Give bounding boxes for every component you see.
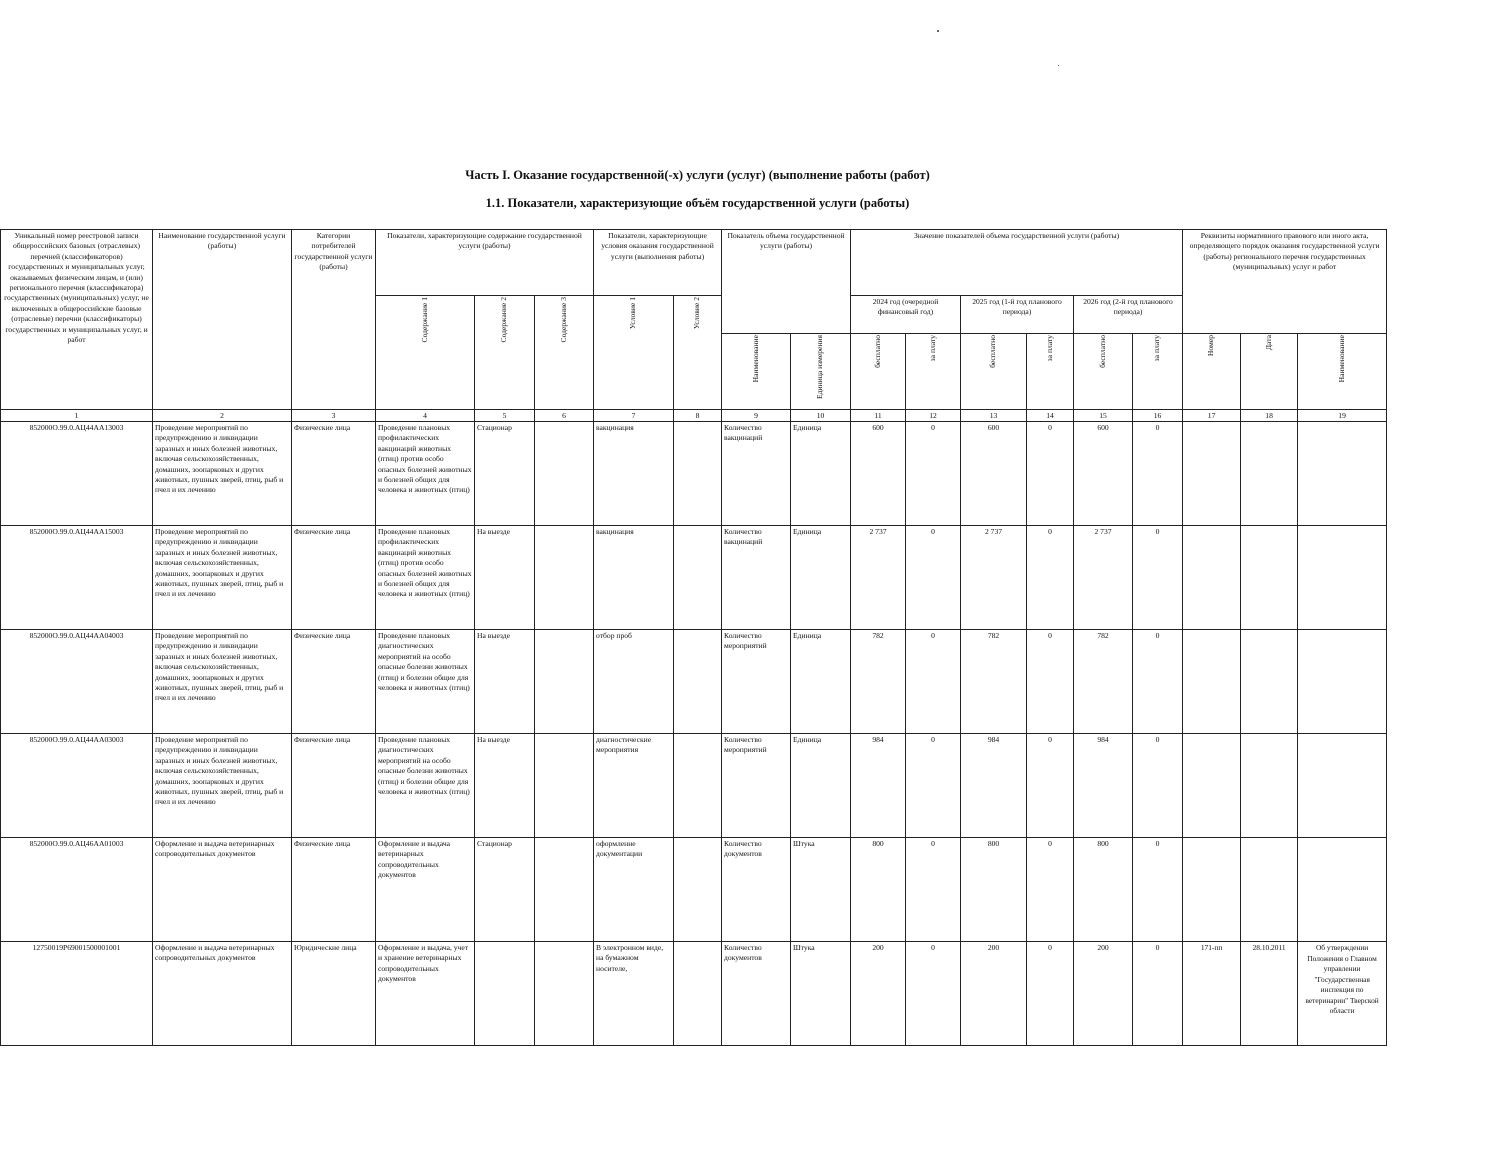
indicator-name-cell: Количество вакцинаций (722, 526, 791, 630)
condition-2-cell (674, 526, 722, 630)
column-number: 18 (1241, 410, 1298, 422)
value-2026-free-cell: 600 (1074, 422, 1133, 526)
table-header (1, 230, 1387, 422)
value-2025-free-cell: 782 (961, 630, 1027, 734)
content-1-cell: Проведение плановых профилактических вакцинаций животных (птиц) против особо опасных болезней животных и болезней общих для человека и животных (птиц) (376, 422, 475, 526)
value-2025-paid-cell: 0 (1027, 734, 1074, 838)
value-2024-paid-cell: 0 (906, 526, 961, 630)
column-number: 9 (722, 410, 791, 422)
value-2026-free-cell: 984 (1074, 734, 1133, 838)
header-2024-free: бесплатно (851, 334, 906, 410)
column-number: 11 (851, 410, 906, 422)
header-year-2026: 2026 год (2-й год планового периода) (1074, 296, 1183, 334)
table-row (1, 630, 1387, 734)
header-2025-paid: за плату (1027, 334, 1074, 410)
act-name-cell (1298, 422, 1387, 526)
consumer-category-cell: Физические лица (292, 838, 376, 942)
header-act-number: Номер (1183, 334, 1241, 410)
content-3-cell (535, 838, 594, 942)
value-2025-free-cell: 984 (961, 734, 1027, 838)
condition-2-cell (674, 942, 722, 1046)
content-1-cell: Оформление и выдача, учет и хранение ветеринарных сопроводительных документов (376, 942, 475, 1046)
service-name-cell: Проведение мероприятий по предупреждению и ликвидации заразных и иных болезней животных, включая сельскохозяйственных, домашних, зоопарковых и других животных, пушных зверей, птиц, рыб и пчел и их лечению (153, 526, 292, 630)
value-2024-free-cell: 200 (851, 942, 906, 1046)
content-2-cell: На выезде (475, 630, 535, 734)
act-date-cell (1241, 838, 1298, 942)
header-indicator-unit: Единица измерения (791, 334, 851, 410)
indicator-unit-cell: Единица (791, 630, 851, 734)
table-row (1, 734, 1387, 838)
header-condition-2: Условие 2 (674, 296, 722, 410)
act-date-cell (1241, 630, 1298, 734)
table-row (1, 526, 1387, 630)
value-2024-paid-cell: 0 (906, 422, 961, 526)
value-2025-free-cell: 200 (961, 942, 1027, 1046)
value-2026-paid-cell: 0 (1133, 422, 1183, 526)
act-date-cell (1241, 422, 1298, 526)
condition-1-cell: отбор проб (594, 630, 674, 734)
column-number: 17 (1183, 410, 1241, 422)
act-date-cell: 28.10.2011 (1241, 942, 1298, 1046)
column-number: 7 (594, 410, 674, 422)
column-number: 2 (153, 410, 292, 422)
act-name-cell (1298, 526, 1387, 630)
header-requisites-group: Реквизиты нормативного правового или иного акта, определяющего порядок оказания государственной услуги (работы) регионального перечня государственных (муниципальных) услуг и работ (1183, 230, 1387, 334)
header-2025-free: бесплатно (961, 334, 1027, 410)
indicator-unit-cell: Штука (791, 942, 851, 1046)
column-number: 14 (1027, 410, 1074, 422)
indicator-name-cell: Количество документов (722, 838, 791, 942)
value-2025-paid-cell: 0 (1027, 526, 1074, 630)
value-2026-paid-cell: 0 (1133, 630, 1183, 734)
header-content-group: Показатели, характеризующие содержание государственной услуги (работы) (376, 230, 594, 296)
content-1-cell: Проведение плановых профилактических вакцинаций животных (птиц) против особо опасных болезней животных и болезней общих для человека и животных (птиц) (376, 526, 475, 630)
condition-1-cell: вакцинация (594, 422, 674, 526)
indicator-unit-cell: Единица (791, 422, 851, 526)
registry-code-cell: 852000О.99.0.АЦ44АА13003 (1, 422, 153, 526)
header-volume-values-group: Значение показателей объема государственной услуги (работы) (851, 230, 1183, 296)
condition-2-cell (674, 734, 722, 838)
value-2024-paid-cell: 0 (906, 942, 961, 1046)
value-2025-free-cell: 2 737 (961, 526, 1027, 630)
value-2025-paid-cell: 0 (1027, 630, 1074, 734)
act-number-cell: 171-пп (1183, 942, 1241, 1046)
condition-1-cell: диагностические мероприятия (594, 734, 674, 838)
column-number: 4 (376, 410, 475, 422)
column-number: 10 (791, 410, 851, 422)
consumer-category-cell: Физические лица (292, 422, 376, 526)
table-row (1, 838, 1387, 942)
act-number-cell (1183, 630, 1241, 734)
content-2-cell: Стационар (475, 422, 535, 526)
value-2026-free-cell: 782 (1074, 630, 1133, 734)
service-name-cell: Оформление и выдача ветеринарных сопроводительных документов (153, 838, 292, 942)
condition-1-cell: оформление документации (594, 838, 674, 942)
column-number: 1 (1, 410, 153, 422)
consumer-category-cell: Физические лица (292, 630, 376, 734)
indicator-name-cell: Количество мероприятий (722, 630, 791, 734)
value-2026-free-cell: 200 (1074, 942, 1133, 1046)
act-name-cell (1298, 838, 1387, 942)
header-consumer-category: Категории потребителей государственной услуги (работы) (292, 230, 376, 410)
column-number: 15 (1074, 410, 1133, 422)
header-2024-paid: за плату (906, 334, 961, 410)
value-2024-paid-cell: 0 (906, 630, 961, 734)
condition-1-cell: вакцинация (594, 526, 674, 630)
service-name-cell: Проведение мероприятий по предупреждению и ликвидации заразных и иных болезней животных, включая сельскохозяйственных, домашних, зоопарковых и других животных, пушных зверей, птиц, рыб и пчел и их лечению (153, 422, 292, 526)
value-2025-paid-cell: 0 (1027, 422, 1074, 526)
condition-2-cell (674, 630, 722, 734)
registry-code-cell: 852000О.99.0.АЦ44АА04003 (1, 630, 153, 734)
header-volume-indicator-group: Показатель объема государственной услуги (работы) (722, 230, 851, 334)
condition-1-cell: В электронном виде, на бумажном носителе, (594, 942, 674, 1046)
header-2026-paid: за плату (1133, 334, 1183, 410)
value-2024-free-cell: 984 (851, 734, 906, 838)
content-3-cell (535, 734, 594, 838)
consumer-category-cell: Физические лица (292, 526, 376, 630)
act-date-cell (1241, 734, 1298, 838)
content-2-cell: На выезде (475, 734, 535, 838)
value-2024-free-cell: 800 (851, 838, 906, 942)
scan-speck (1058, 65, 1059, 66)
service-name-cell: Оформление и выдача ветеринарных сопроводительных документов (153, 942, 292, 1046)
act-date-cell (1241, 526, 1298, 630)
column-number: 6 (535, 410, 594, 422)
act-name-cell (1298, 630, 1387, 734)
consumer-category-cell: Юридические лица (292, 942, 376, 1046)
condition-2-cell (674, 422, 722, 526)
indicator-name-cell: Количество документов (722, 942, 791, 1046)
table-row (1, 422, 1387, 526)
value-2024-free-cell: 782 (851, 630, 906, 734)
header-registry-number: Уникальный номер реестровой записи общероссийских базовых (отраслевых) перечней (классификаторов) государственных и муниципальных услуг, оказываемых физическим лицам, и (или) регионального перечня (классификатора) государственных (муниципальных) услуг, не включенных в общероссийские базовые (отраслевые) перечни (классификаторы) государственных и муниципальных услуг, и работ (1, 230, 153, 410)
registry-code-cell: 12750019Р69001500001001 (1, 942, 153, 1046)
column-number: 5 (475, 410, 535, 422)
indicator-name-cell: Количество вакцинаций (722, 422, 791, 526)
content-3-cell (535, 526, 594, 630)
header-year-2024: 2024 год (очередной финансовый год) (851, 296, 961, 334)
service-name-cell: Проведение мероприятий по предупреждению и ликвидации заразных и иных болезней животных, включая сельскохозяйственных, домашних, зоопарковых и других животных, пушных зверей, птиц, рыб и пчел и их лечению (153, 734, 292, 838)
table-body (1, 422, 1387, 1046)
value-2025-free-cell: 800 (961, 838, 1027, 942)
value-2025-free-cell: 600 (961, 422, 1027, 526)
content-2-cell (475, 942, 535, 1046)
value-2026-paid-cell: 0 (1133, 942, 1183, 1046)
value-2026-free-cell: 800 (1074, 838, 1133, 942)
header-content-1: Содержание 1 (376, 296, 475, 410)
content-3-cell (535, 422, 594, 526)
act-number-cell (1183, 526, 1241, 630)
condition-2-cell (674, 838, 722, 942)
content-3-cell (535, 942, 594, 1046)
registry-code-cell: 852000О.99.0.АЦ44АА15003 (1, 526, 153, 630)
header-2026-free: бесплатно (1074, 334, 1133, 410)
act-number-cell (1183, 734, 1241, 838)
header-act-name: Наименование (1298, 334, 1387, 410)
indicator-unit-cell: Единица (791, 734, 851, 838)
content-1-cell: Проведение плановых диагностических мероприятий на особо опасные болезни животных (птиц) и болезни общие для человека и животных (птиц) (376, 630, 475, 734)
column-number: 13 (961, 410, 1027, 422)
header-content-2: Содержание 2 (475, 296, 535, 410)
act-name-cell (1298, 734, 1387, 838)
content-1-cell: Проведение плановых диагностических мероприятий на особо опасные болезни животных (птиц) и болезни общие для человека и животных (птиц) (376, 734, 475, 838)
indicator-name-cell: Количество мероприятий (722, 734, 791, 838)
content-2-cell: Стационар (475, 838, 535, 942)
consumer-category-cell: Физические лица (292, 734, 376, 838)
value-2026-paid-cell: 0 (1133, 734, 1183, 838)
table-row (1, 942, 1387, 1046)
value-2025-paid-cell: 0 (1027, 942, 1074, 1046)
header-conditions-group: Показатели, характеризующие условия оказания государственной услуги (выполнения работы) (594, 230, 722, 296)
indicator-unit-cell: Единица (791, 526, 851, 630)
value-2026-free-cell: 2 737 (1074, 526, 1133, 630)
indicator-unit-cell: Штука (791, 838, 851, 942)
content-2-cell: На выезде (475, 526, 535, 630)
content-1-cell: Оформление и выдача ветеринарных сопроводительных документов (376, 838, 475, 942)
content-3-cell (535, 630, 594, 734)
column-number: 3 (292, 410, 376, 422)
value-2024-paid-cell: 0 (906, 838, 961, 942)
header-content-3: Содержание 3 (535, 296, 594, 410)
value-2024-free-cell: 600 (851, 422, 906, 526)
column-number: 16 (1133, 410, 1183, 422)
column-number: 8 (674, 410, 722, 422)
service-name-cell: Проведение мероприятий по предупреждению и ликвидации заразных и иных болезней животных, включая сельскохозяйственных, домашних, зоопарковых и других животных, пушных зверей, птиц, рыб и пчел и их лечению (153, 630, 292, 734)
value-2024-free-cell: 2 737 (851, 526, 906, 630)
value-2024-paid-cell: 0 (906, 734, 961, 838)
column-number: 12 (906, 410, 961, 422)
column-number: 19 (1298, 410, 1387, 422)
service-volume-table (0, 229, 1387, 1046)
column-number-row (1, 410, 1387, 422)
scan-speck (937, 30, 939, 32)
registry-code-cell: 852000О.99.0.АЦ46АА01003 (1, 838, 153, 942)
header-service-name: Наименование государственной услуги (работы) (153, 230, 292, 410)
section-title: 1.1. Показатели, характеризующие объём государственной услуги (работы) (485, 196, 910, 210)
page-title: Часть I. Оказание государственной(-х) услуги (услуг) (выполнение работы (работ) (465, 168, 930, 182)
value-2025-paid-cell: 0 (1027, 838, 1074, 942)
header-year-2025: 2025 год (1-й год планового периода) (961, 296, 1074, 334)
value-2026-paid-cell: 0 (1133, 838, 1183, 942)
header-indicator-name: Наименование (722, 334, 791, 410)
act-number-cell (1183, 838, 1241, 942)
value-2026-paid-cell: 0 (1133, 526, 1183, 630)
act-number-cell (1183, 422, 1241, 526)
act-name-cell: Об утверждении Положения о Главном управлении "Государственная инспекция по ветеринарии" Тверской области (1298, 942, 1387, 1046)
header-condition-1: Условие 1 (594, 296, 674, 410)
registry-code-cell: 852000О.99.0.АЦ44АА03003 (1, 734, 153, 838)
header-act-date: Дата (1241, 334, 1298, 410)
